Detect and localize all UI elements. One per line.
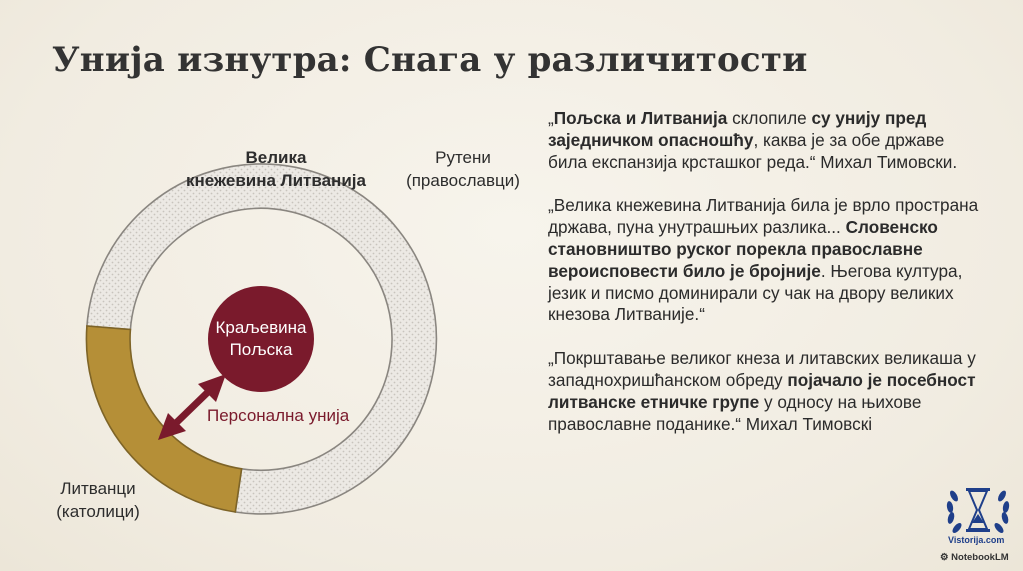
ruthenians-label-line1: Рутени — [435, 148, 491, 167]
quotes-panel — [548, 108, 988, 457]
lithuanians-label-line1: Литванци — [60, 479, 136, 498]
quote-1-run-5: , каква је за обе државе била експанзија крсташког реда.“ Михал Тимовски. — [548, 129, 958, 172]
watermark-text: NotebookLM — [951, 552, 1009, 563]
quote-2-run-2: Словенско становништво руског порекла православне вероисповести било је бројније — [548, 217, 938, 281]
lithuanians-label-line2: (католици) — [56, 502, 140, 521]
personal-union-label: Персонална унија — [207, 406, 350, 425]
quote-1 — [548, 108, 988, 173]
quote-3-run-1: „Покрштавање великог кнеза и литавских великаша у западнохришћанском обреду — [548, 348, 976, 390]
outer-label-line1: Велика — [245, 148, 307, 167]
quote-1-run-1: „ — [548, 108, 554, 128]
quote-2 — [548, 195, 988, 326]
quote-1-run-2: Пољска и Литванија — [553, 108, 728, 128]
ruthenians-label-line2: (православци) — [406, 171, 520, 190]
quote-1-run-3: склопиле — [727, 108, 812, 128]
notebooklm-watermark: ⚙ NotebookLM — [940, 552, 1009, 563]
poland-label-line1: Краљевина — [215, 318, 307, 337]
quote-2-run-3: . Његова култура, језик и писмо доминирали су чак на двору великих кнезова Литваније.“ — [548, 260, 963, 325]
quote-2-run-1: „Велика кнежевина Литванија била је врло пространа држава, пуна унутрашњих разлика... — [548, 195, 979, 238]
logo-site-name: Vistorija.com — [948, 535, 1005, 545]
page-title: Унија изнутра: Снага у различитости — [52, 40, 808, 80]
outer-label-line2: кнежевина Литванија — [186, 171, 366, 190]
quote-3-run-3: у односу на њихове православне поданике.“ Михал Тимовскі — [548, 391, 922, 434]
quote-1-run-4: су унију пред заједничком опасношћу — [548, 108, 927, 150]
poland-label-line2: Пољска — [229, 340, 293, 359]
quote-3 — [548, 348, 988, 435]
quote-3-run-2: појачало је посебност литванске етничке групе — [548, 369, 976, 412]
